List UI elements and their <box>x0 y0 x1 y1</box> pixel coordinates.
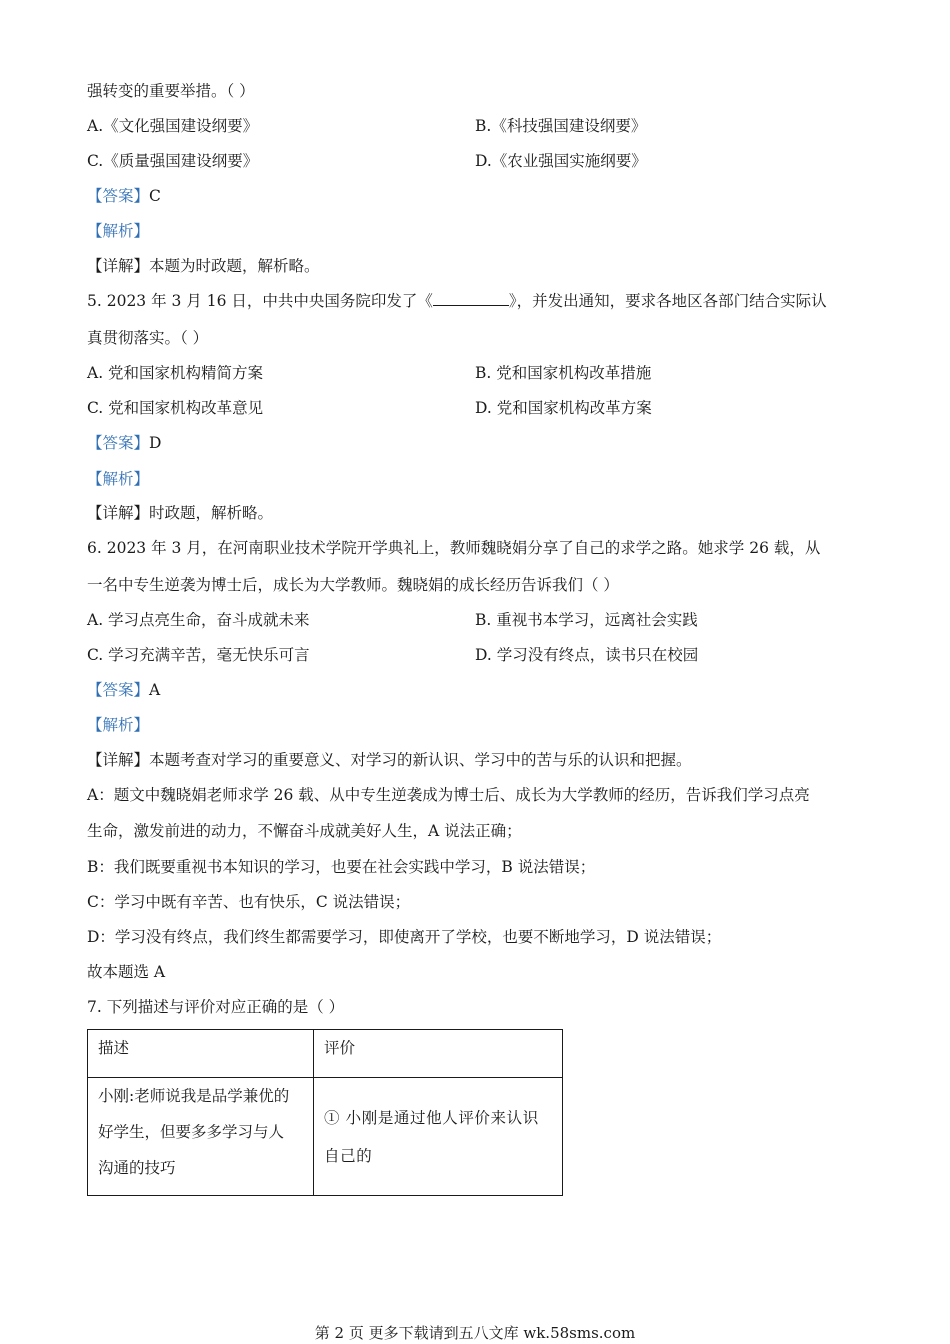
table-cell-description <box>88 1078 314 1196</box>
table-header-cell: 评价 <box>314 1030 563 1078</box>
option-a: A. 党和国家机构精简方案 <box>87 364 264 382</box>
cell-line: 沟通的技巧 <box>98 1159 176 1177</box>
cell-line: 好学生，但要多多学习与人 <box>98 1123 285 1141</box>
detail-line: 【详解】时政题，解析略。 <box>87 504 274 522</box>
detail-line: B：我们既要重视书本知识的学习，也要在社会实践中学习，B 说法错误； <box>87 858 596 876</box>
option-b: B. 重视书本学习，远离社会实践 <box>475 611 698 629</box>
cell-line: ① 小刚是通过他人评价来认识 <box>324 1108 539 1127</box>
option-c: C. 学习充满辛苦，毫无快乐可言 <box>87 646 310 664</box>
answer-tag: 【答案】 <box>87 681 150 699</box>
detail-line: 【详解】本题考查对学习的重要意义、对学习的新认识、学习中的苦与乐的认识和把握。 <box>87 751 692 769</box>
table-row <box>88 1078 563 1196</box>
question-5-line-2: 真贯彻落实。（ ） <box>87 329 209 347</box>
option-c: C. 党和国家机构改革意见 <box>87 399 264 417</box>
question-7: 7. 下列描述与评价对应正确的是（ ） <box>87 998 345 1016</box>
question-5-line-1 <box>87 291 827 311</box>
detail-line: C：学习中既有辛苦、也有快乐，C 说法错误； <box>87 893 411 911</box>
answer-line <box>87 433 161 453</box>
answer-value: C <box>149 187 161 205</box>
table-header-cell: 描述 <box>88 1030 314 1078</box>
question-7-table <box>87 1029 563 1196</box>
analysis-tag: 【解析】 <box>87 222 150 240</box>
analysis-tag: 【解析】 <box>87 716 150 734</box>
analysis-tag: 【解析】 <box>87 470 150 488</box>
answer-value: A <box>149 681 161 699</box>
option-d: D. 党和国家机构改革方案 <box>475 399 652 417</box>
answer-line <box>87 680 160 700</box>
cell-line: 自己的 <box>324 1146 373 1165</box>
option-a: A.《文化强国建设纲要》 <box>87 117 259 135</box>
option-b: B.《科技强国建设纲要》 <box>475 117 647 135</box>
detail-line: 生命，激发前进的动力，不懈奋斗成就美好人生，A 说法正确； <box>87 822 522 840</box>
page-footer: 第 2 页 更多下载请到五八文库 wk.58sms.com <box>314 1324 636 1342</box>
fill-blank <box>433 291 509 306</box>
question-6-line-2: 一名中专生逆袭为博士后，成长为大学教师。魏晓娟的成长经历告诉我们（ ） <box>87 576 619 594</box>
option-a: A. 学习点亮生命，奋斗成就未来 <box>87 611 310 629</box>
conclusion-line: 故本题选 A <box>87 963 166 981</box>
question-5-part-1: 5. 2023 年 3 月 16 日，中共中央国务院印发了《 <box>87 292 433 310</box>
question-5-part-2: 》，并发出通知，要求各地区各部门结合实际认 <box>508 292 827 310</box>
option-d: D.《农业强国实施纲要》 <box>475 152 647 170</box>
text-line: 强转变的重要举措。（ ） <box>87 82 255 100</box>
answer-tag: 【答案】 <box>87 187 150 205</box>
option-d: D. 学习没有终点，读书只在校园 <box>475 646 699 664</box>
answer-value: D <box>149 434 162 452</box>
table-cell-evaluation <box>314 1078 563 1196</box>
answer-line <box>87 186 161 206</box>
detail-line: 【详解】本题为时政题，解析略。 <box>87 257 320 275</box>
answer-tag: 【答案】 <box>87 434 150 452</box>
option-b: B. 党和国家机构改革措施 <box>475 364 652 382</box>
cell-line: 小刚:老师说我是品学兼优的 <box>98 1087 290 1105</box>
detail-line: D：学习没有终点，我们终生都需要学习，即使离开了学校，也要不断地学习，D 说法错误； <box>87 928 722 946</box>
option-c: C.《质量强国建设纲要》 <box>87 152 259 170</box>
table-header-row <box>88 1030 563 1078</box>
detail-line: A：题文中魏晓娟老师求学 26 载、从中专生逆袭成为博士后、成长为大学教师的经历，告诉我们学习点亮 <box>87 786 810 804</box>
question-6-line-1: 6. 2023 年 3 月，在河南职业技术学院开学典礼上，教师魏晓娟分享了自己的求学之路。她求学 26 载，从 <box>87 539 821 557</box>
